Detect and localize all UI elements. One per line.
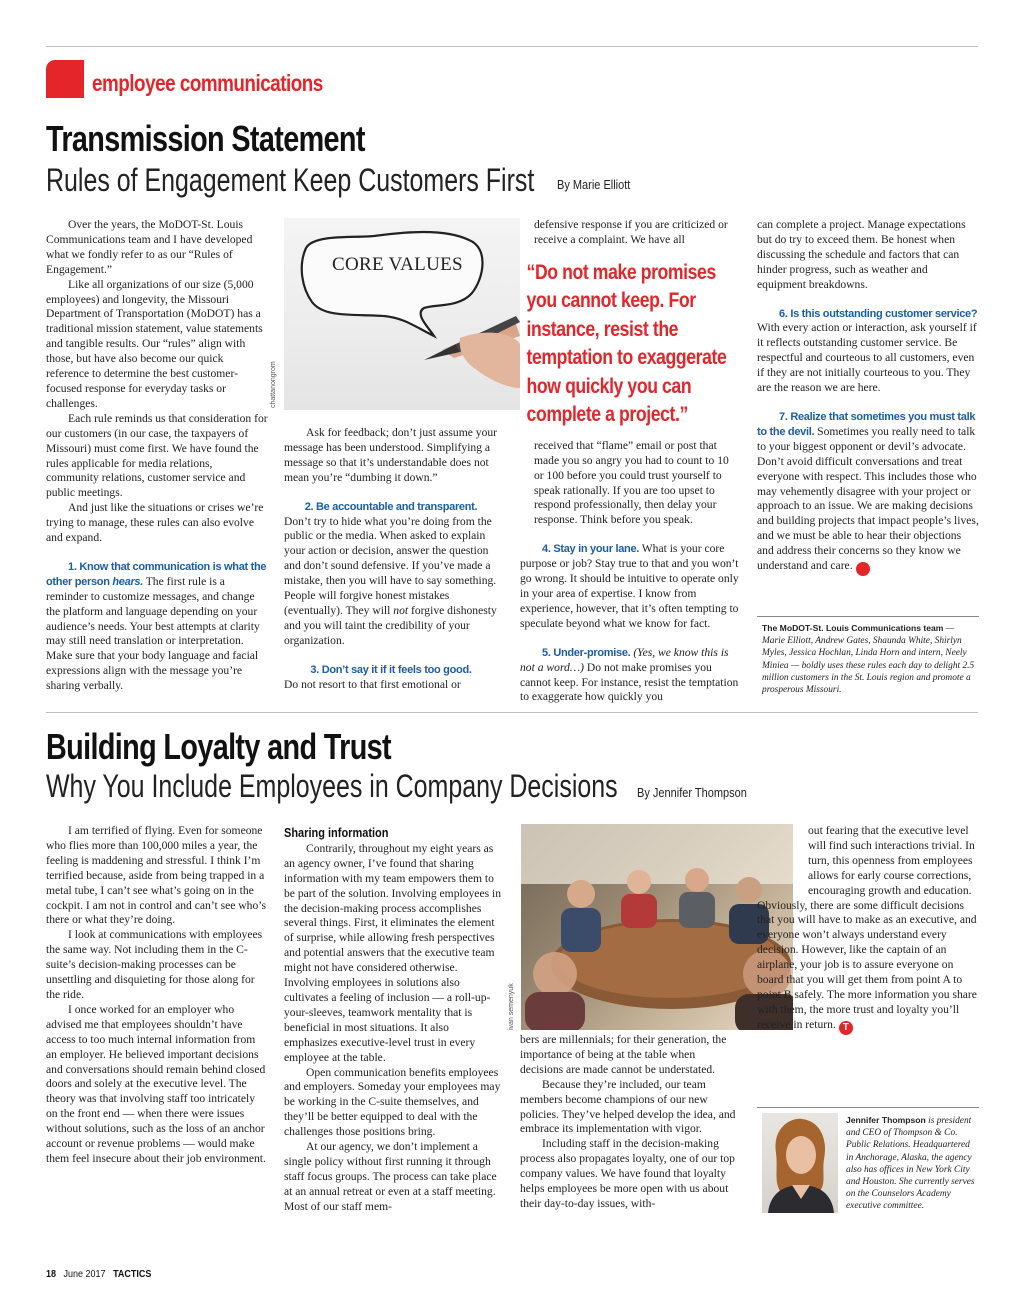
rule-1-heading: 1. Know that communication is what the other person bbox=[46, 560, 267, 588]
paragraph: And just like the situations or crises we’re trying to manage, these rules can also evolve and expand. bbox=[46, 501, 264, 545]
paragraph: I am terrified of flying. Even for someone who flies more than 100,000 miles a year, the feeling is maddening and stressful. I think I’m terrified because, aside from being trapped in a metal tube, I can’t see what’s going on in the cockpit. I am not in control and can’t see who’s there or what they’re doing. bbox=[46, 824, 267, 927]
paragraph: bers are millennials; for their generation, the importance of being at the table when decisions are made cannot be understated. bbox=[520, 1033, 727, 1076]
rule-6-heading: 6. Is this outstanding customer service? bbox=[779, 307, 978, 320]
article1-column-1 bbox=[46, 218, 268, 694]
photo-credit: ivan semenyuk bbox=[508, 983, 515, 1030]
article2-column-1 bbox=[46, 824, 268, 1167]
team-bio bbox=[762, 622, 976, 696]
section-tag: employee communications bbox=[92, 70, 323, 96]
rule-3-heading-line bbox=[284, 663, 498, 678]
article1-column-3 bbox=[520, 218, 740, 705]
article1-column-4 bbox=[757, 218, 979, 576]
paragraph: out fearing that the executive level will find such interactions trivial. In turn, this openness from employees allows for early course corrections, encouraging growth and education. bbox=[808, 824, 975, 897]
rule-2-heading: 2. Be accountable and transparent. bbox=[304, 500, 478, 513]
author-portrait bbox=[762, 1113, 838, 1213]
rule-2-paragraph bbox=[284, 515, 498, 649]
publication-name: TACTICS bbox=[113, 1269, 152, 1280]
paragraph: Over the years, the MoDOT-St. Louis Communications team and I have developed what we fondly refer to as our “Rules of Engagement.” bbox=[46, 218, 253, 276]
paragraph: Because they’re included, our team members become champions of our new policies. They’ve helped develop the idea, and embrace its implementation with vigor. bbox=[520, 1077, 736, 1136]
paragraph: Contrarily, throughout my eight years as an agency owner, I’ve found that sharing information with my team empowers them to be part of the solution. Involving employees in the decision-making process accomplishes several things. First, it eliminates the element of surprise, while allowing fresh perspectives and potential answers that the executive team might not have considered otherwise. Involving employees in solutions also cultivates a feeling of inclusion — a roll-up-your-sleeves, teamwork mentality that is beneficial in most situations. It also emphasizes executive-level trust in every employee at the table. bbox=[284, 841, 502, 1064]
emphasis: not bbox=[393, 603, 409, 617]
article-subtitle: Why You Include Employees in Company Decisions bbox=[46, 768, 618, 804]
end-mark-icon: T bbox=[839, 1021, 853, 1035]
bio-rule bbox=[757, 616, 979, 617]
photo-credit: chattanongrom bbox=[270, 361, 277, 408]
author-bio bbox=[846, 1114, 976, 1213]
byline: By Jennifer Thompson bbox=[637, 786, 747, 800]
rule-5-aside: (Yes, we know this is not a word…) bbox=[520, 645, 729, 674]
rule-4-paragraph bbox=[520, 542, 740, 631]
paragraph: can complete a project. Manage expectations but do try to exceed them. Be honest when discussing the schedule and factors that can hinder progress, such as weather and equipment breakdowns. bbox=[757, 218, 966, 291]
page-number: 18 bbox=[46, 1269, 57, 1280]
article-title: Building Loyalty and Trust bbox=[46, 726, 391, 767]
rule-3-heading: 3. Don’t say it if it feels too good. bbox=[310, 663, 472, 676]
article1-column-2 bbox=[284, 426, 498, 693]
section-divider bbox=[46, 712, 978, 713]
rule-7-heading: 7. Realize that sometimes you must talk to the devil. bbox=[757, 410, 976, 438]
paragraph: received that “flame” email or post that made you so angry you had to count to 10 or 100 before you could trust yourself to speak rationally. If you are too upset to respond professionally, then delay your response. Think before you speak. bbox=[534, 438, 729, 527]
paragraph: At our agency, we don’t implement a single policy without first running it through staff focus groups. The process can take place at an annual retreat or even at a staff meeting. Most of our staff mem- bbox=[284, 1140, 497, 1213]
rule-6-text: With every action or interaction, ask yourself if it reflects outstanding customer service. Be respectful and courteous to all customers, even if they are not initially courteous to you. They are the reason we are here. bbox=[757, 321, 977, 395]
subheading: Sharing information bbox=[284, 826, 389, 840]
page-footer bbox=[46, 1269, 151, 1280]
rule-7-text: Sometimes you really need to talk to your biggest opponent or devil’s advocate. Don’t avoid difficult conversations and treat everyone with respect. This includes those who may vehemently disagree with your project or approach to an issue. We are making decisions and building projects that impact people’s lives, and we must be able to hear their objections and address their concerns so they know we understand and care. bbox=[757, 424, 979, 573]
article-subtitle: Rules of Engagement Keep Customers First bbox=[46, 162, 535, 198]
author-photo bbox=[762, 1113, 838, 1213]
rule-2-heading-line bbox=[284, 500, 498, 515]
article2-column-3 bbox=[520, 1033, 740, 1212]
paragraph-text: Obviously, there are some difficult decisions that you will have to make as an executive, and everyone won’t always understand every decision. However, like the captain of an airplane, your job is to assure everyone on board that you will get them from point A to point B safely. The more information you share with them, the more trust and loyalty you’ll receive in return. bbox=[757, 898, 977, 1031]
bio-name: The MoDOT-St. Louis Communications team bbox=[762, 623, 944, 633]
article2-column-2 bbox=[284, 826, 502, 1215]
rule-5-heading: 5. Under-promise. bbox=[542, 646, 631, 659]
paragraph: defensive response if you are criticized or receive a complaint. We have all bbox=[534, 218, 728, 246]
rule-2-text: Don’t try to hide what you’re doing from the public or the media. When asked to explain your action or decision, answer the question and don’t sound defensive. If you’ve made a mistake, then you will have to say something. People will forgive honest mistakes (eventually). They will bbox=[284, 514, 497, 617]
paragraph: I once worked for an employer who advised me that employees shouldn’t have access to too much internal information from an employer. He believed important decisions and conversations should remain behind closed doors and solely at the executive level. The theory was that involving staff too intricately on the front end — when there were issues without solutions, such as the loss of an anchor account or revenue problems — would make them feel insecure about their job environment. bbox=[46, 1002, 266, 1165]
paragraph: Open communication benefits employees and employers. Someday your employees may be working in the C-suite themselves, and they’ll be better equipped to deal with the challenges those positions bring. bbox=[284, 1065, 501, 1139]
rule-6-paragraph bbox=[757, 307, 979, 396]
end-mark-icon: T bbox=[856, 562, 870, 576]
bio-rule bbox=[757, 1107, 979, 1108]
section-marker bbox=[46, 60, 84, 98]
pull-quote: “Do not make promises you cannot keep. For instance, resist the temptation to exaggerate how quickly you can complete a project.” bbox=[526, 259, 727, 427]
core-values-label: CORE VALUES bbox=[332, 254, 463, 275]
top-rule bbox=[46, 46, 978, 47]
bio-text: is president and CEO of Thompson & Co. Public Relations. Headquartered in Anchorage, Alaska, the agency also has offices in New York City and Houston. She currently serves on the Counselors Academy executive committee. bbox=[846, 1116, 975, 1212]
article2-column-4 bbox=[757, 824, 979, 1035]
core-values-illustration bbox=[284, 218, 520, 410]
byline: By Marie Elliott bbox=[557, 178, 631, 192]
rule-2-text-end: forgive dishonesty and you will taint the credibility of your organization. bbox=[284, 603, 497, 647]
rule-4-text: What is your core purpose or job? Stay true to that and you won’t go wrong. It should be intuitive to operate only in your area of expertise. I know from experience, however, that it’s often tempting to speculate beyond what we know for fact. bbox=[520, 542, 739, 630]
meeting-illustration bbox=[521, 824, 793, 1030]
paragraph: Each rule reminds us that consideration for our customers (in our case, the taxpayers of Missouri) must come first. We have found the rules applicable for media relations, community relations, customer service and public meetings. bbox=[46, 411, 268, 500]
bio-text: — Marie Elliott, Andrew Gates, Shaunda White, Shirlyn Myles, Jessica Hochlan, Linda Horn and intern, Neely Miniea — boldly uses these rules each day to delight 2.5 million customers in the St. Louis region and promote a prosperous Missouri. bbox=[762, 624, 975, 696]
closing-paragraph bbox=[757, 899, 979, 1035]
rule-5-paragraph bbox=[520, 646, 740, 706]
paragraph: Ask for feedback; don’t just assume your message has been understood. Simplifying a message so that it’s understandable does not mean you’re “dumbing it down.” bbox=[284, 426, 498, 484]
paragraph: Like all organizations of our size (5,000 employees) and longevity, the Missouri Department of Transportation (MoDOT) has a traditional mission statement, value statements and tangible results. Our “rules” align with those, but have also become our quick reference to determine the best customer-focused response for everyday tasks or challenges. bbox=[46, 277, 263, 410]
rule-1-text: The first rule is a reminder to customize messages, and change the platform and language depending on your audience’s needs. Your best attempts at clarity may still need translation or interpretation. Make sure that your body language and facial expressions align with the message you’re sharing verbally. bbox=[46, 574, 260, 693]
rule-7-paragraph bbox=[757, 410, 979, 576]
bio-name: Jennifer Thompson bbox=[846, 1115, 926, 1125]
meeting-photo bbox=[521, 824, 793, 1030]
rule-1-paragraph bbox=[46, 560, 268, 694]
rule-1-heading-emphasis: hears. bbox=[112, 575, 143, 588]
rule-4-heading: 4. Stay in your lane. bbox=[542, 543, 640, 556]
rule-5-text: Do not make promises you cannot keep. For instance, resist the temptation to exaggerate how quickly you bbox=[520, 660, 739, 704]
core-values-image bbox=[284, 218, 520, 410]
paragraph: Including staff in the decision-making process also propagates loyalty, one of our top company values. We have found that loyalty helps employees be more open with us about their day-to-day issues, with- bbox=[520, 1137, 735, 1210]
issue-date: June 2017 bbox=[63, 1269, 106, 1280]
paragraph: Do not resort to that first emotional or bbox=[284, 677, 461, 691]
article-title: Transmission Statement bbox=[46, 118, 365, 159]
paragraph: I look at communications with employees the same way. Not including them in the C-suite’s decision-making processes can be unsettling and disquieting for those along for the ride. bbox=[46, 928, 263, 1001]
